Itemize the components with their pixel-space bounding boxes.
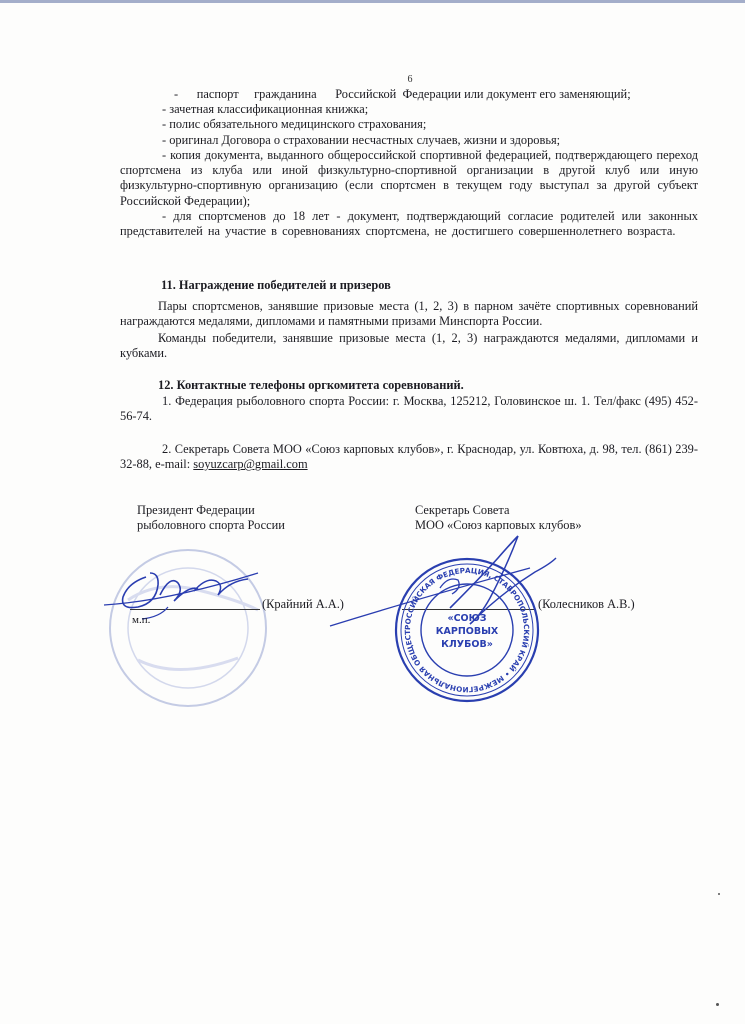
documents-list (162, 87, 698, 148)
contact-1: 1. Федерация рыболовного спорта России: г. Москва, 125212, Головинское ш. 1. Тел/факс (495) 452-56-74. (120, 394, 698, 424)
left-signatory-title (137, 503, 285, 533)
section-11-paragraph-1: Пары спортсменов, занявшие призовые места (1, 2, 3) в парном зачёте спортивных соревнований награждаются медалями, дипломами и памятными призами Минспорта России. (120, 299, 698, 329)
stamp-center-line-1: «СОЮЗ (447, 613, 487, 624)
contact-2 (120, 442, 698, 472)
contact-2-text: 2. Секретарь Совета МОО «Союз карповых клубов», г. Краснодар, ул. Ковтюха, д. 98, тел. (861) 239-32-88, e-mail: (120, 442, 698, 472)
left-title-line-2: рыболовного спорта России (137, 518, 285, 532)
stamp-center-line-2: КАРПОВЫХ (435, 626, 499, 637)
list-item: - паспорт гражданина Российской Федерации или документ его заменяющий; (174, 87, 631, 101)
stamp-ring-text: РОССИЙСКАЯ ФЕДЕРАЦИЯ, СТАВРОПОЛЬСКИЙ КРАЙ • МЕЖРЕГИОНАЛЬНАЯ ОБЩЕСТВЕННАЯ ОРГАНИЗАЦИЯ • ИНН 2632913703 ОГРН 11626 • (388, 548, 532, 695)
list-item: - для спортсменов до 18 лет - документ, подтверждающий согласие родителей или законных представителей на участие в соревнованиях спортсмена, не достигшего совершеннолетнего возраста. (120, 209, 698, 239)
right-signatory-name: (Колесников А.В.) (538, 597, 635, 611)
scan-speck (718, 893, 720, 895)
section-11-paragraph-2: Команды победители, занявшие призовые места (1, 2, 3) награждаются медалями, дипломами и кубками. (120, 331, 698, 361)
list-item: - оригинал Договора о страховании несчастных случаев, жизни и здоровья; (162, 132, 561, 147)
email-link[interactable]: soyuzcarp@gmail.com (193, 457, 308, 472)
page-number: 6 (407, 74, 413, 85)
left-signatory-name: (Крайний А.А.) (262, 597, 344, 611)
list-item: - зачетная классификационная книжка; (162, 102, 369, 117)
left-title-line-1: Президент Федерации (137, 503, 255, 517)
list-item: - полис обязательного медицинского страхования; (162, 117, 427, 132)
section-12-heading: 12. Контактные телефоны оргкомитета соревнований. (158, 378, 464, 392)
list-item: - копия документа, выданного общероссийской спортивной федерацией, подтверждающего переход спортсмена из клуба или иной физкультурно-спортивной организации в другой клуб или иную физкультурно-спортивную организацию (если спортсмен в текущем году выступал за другой субъект Российской Федерации); (120, 148, 698, 208)
right-title-line-2: МОО «Союз карповых клубов» (415, 518, 582, 532)
left-handwritten-signature (98, 555, 278, 625)
right-title-line-1: Секретарь Совета (415, 503, 510, 517)
right-handwritten-signature (330, 528, 560, 638)
seal-place-mark: м.п. (132, 614, 151, 626)
stamp-center-line-3: КЛУБОВ» (441, 639, 493, 650)
scan-speck (716, 1003, 719, 1006)
section-11-heading: 11. Награждение победителей и призеров (161, 278, 391, 292)
scan-top-edge (0, 0, 745, 3)
